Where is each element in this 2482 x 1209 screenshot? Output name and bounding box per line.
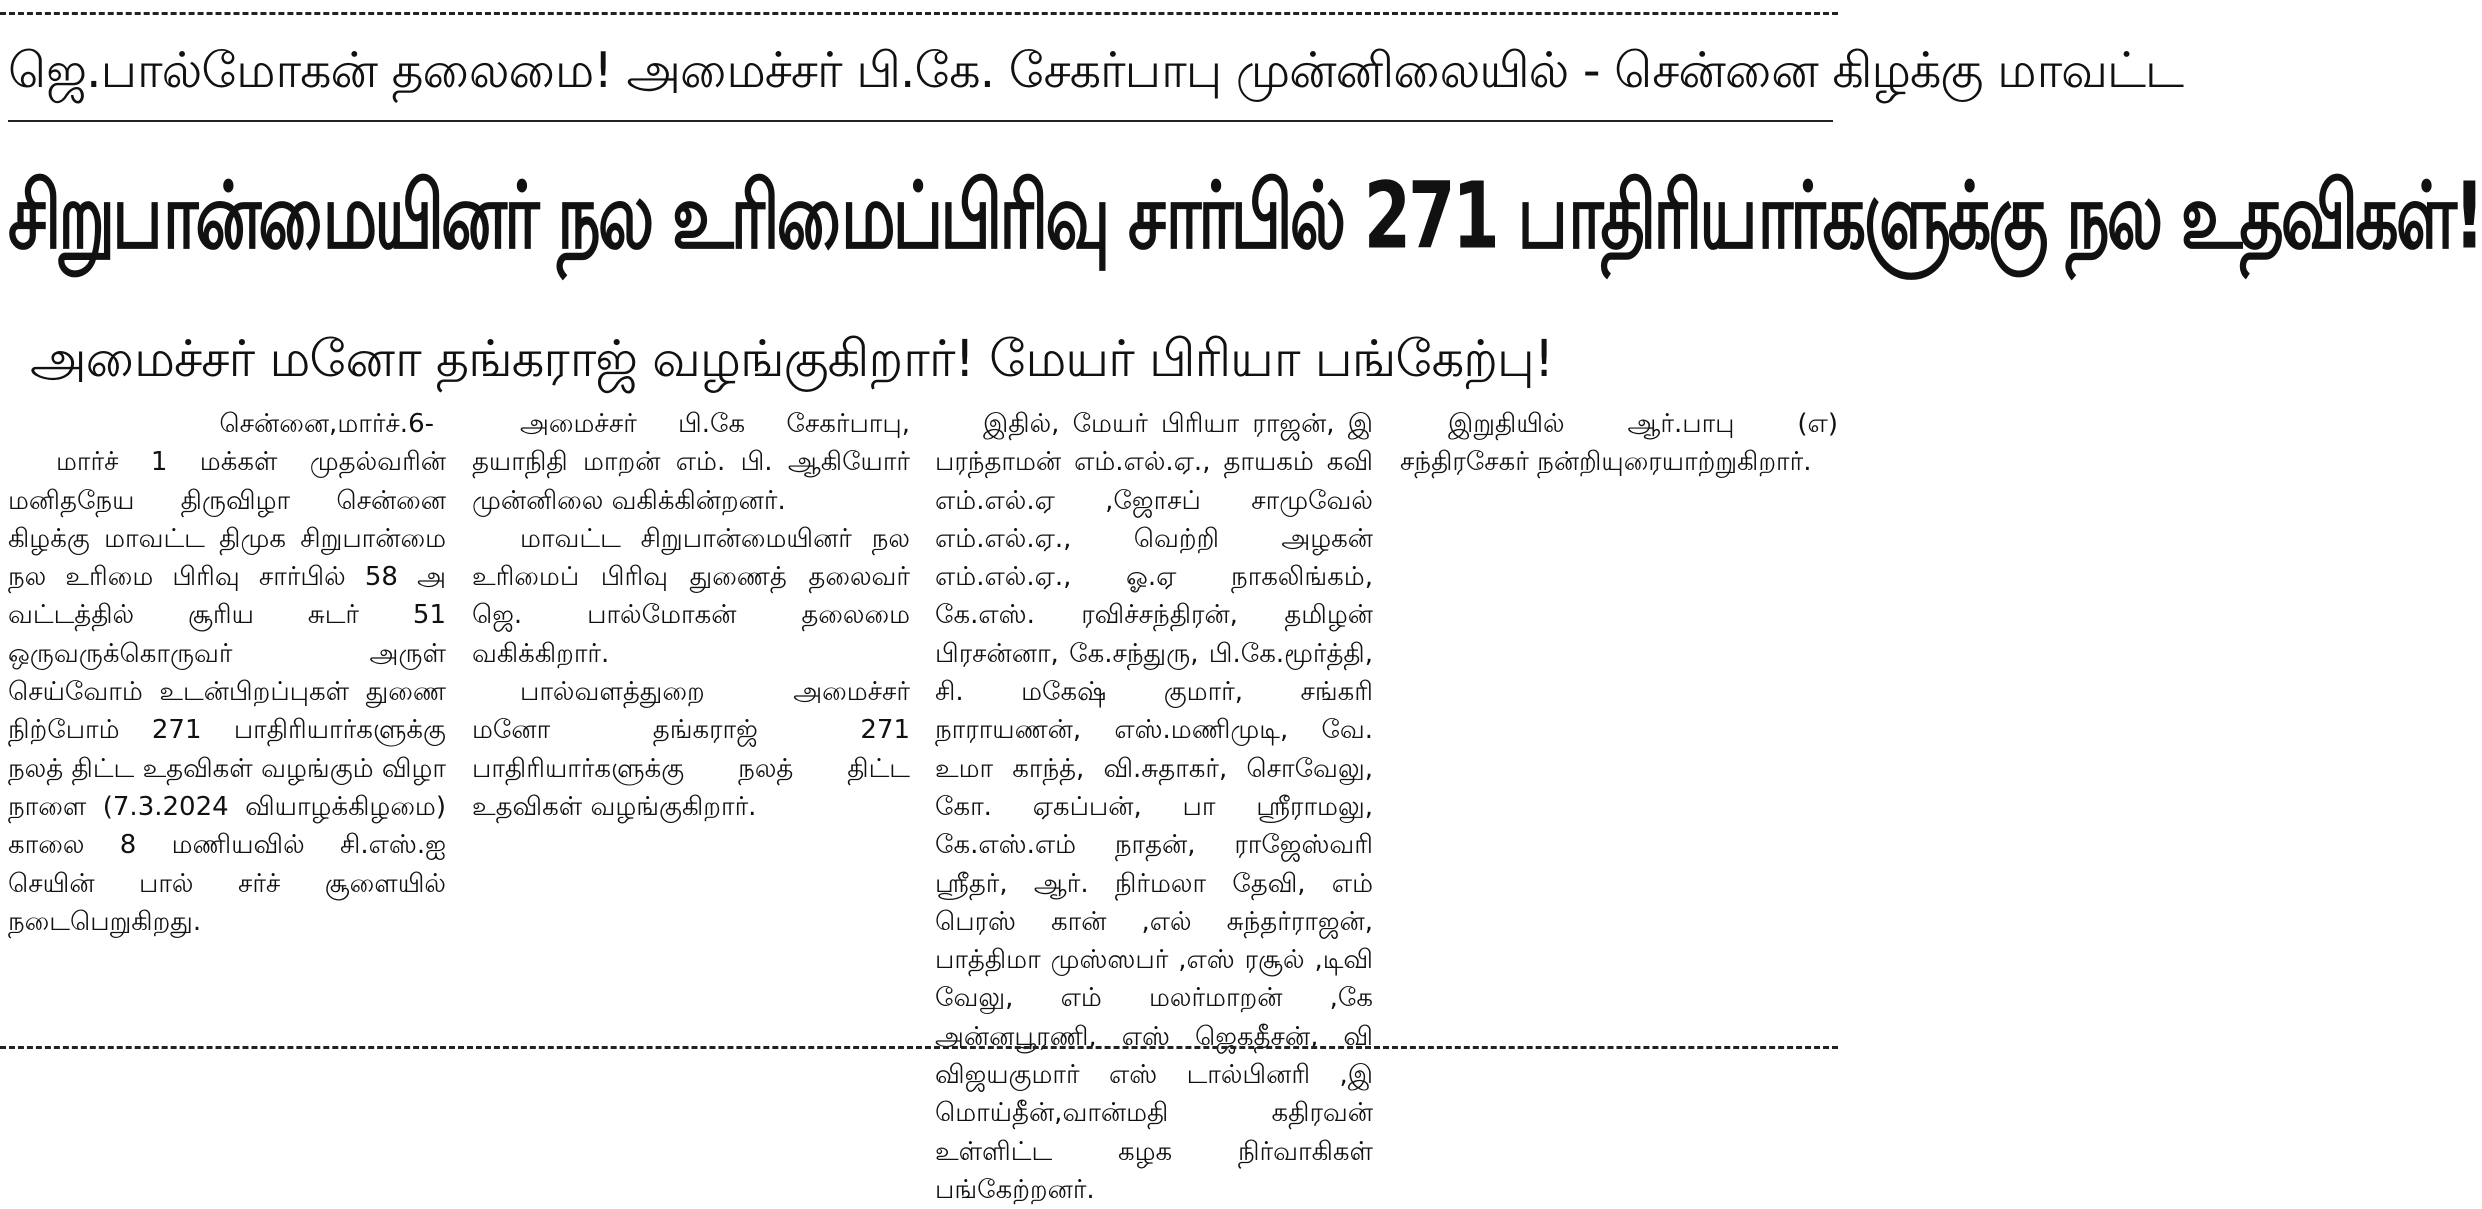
article-column-4 bbox=[1400, 405, 1838, 1035]
paragraph-6: இறுதியில் ஆர்.பாபு (எ) சந்திரசேகர் நன்றியுரையாற்றுகிறார். bbox=[1400, 409, 1838, 478]
paragraph-5: இதில், மேயர் பிரியா ராஜன், இ பரந்தாமன் எம்.எல்.ஏ., தாயகம் கவி எம்.எல்.ஏ ,ஜோசப் சாமுவேல் எம்.எல்.ஏ., வெற்றி அழகன் எம்.எல்.ஏ., ஓ.ஏ நாகலிங்கம், கே.எஸ். ரவிச்சந்திரன், தமிழன் பிரசன்னா, கே.சந்துரு, பி.கே.மூர்த்தி, சி. மகேஷ் குமார், சங்கரி நாராயணன், எஸ்.மணிமுடி, வே. உமா காந்த், வி.சுதாகர், சொவேலு, கோ. ஏகப்பன், பா ஸ்ரீராமலு, கே.எஸ்.எம் நாதன், ராஜேஸ்வரி ஸ்ரீதர், ஆர். நிர்மலா தேவி, எம் பெரஸ் கான் ,எல் சுந்தர்ராஜன், பாத்திமா முஸ்ஸபர் ,எஸ் ரசூல் ,டிவி வேலு, எம் மலர்மாறன் ,கே அன்னபூரணி, எஸ் ஜெகதீசன், வி விஜயகுமார் எஸ் டால்பினரி ,இ மொய்தீன்,வான்மதி கதிரவன் உள்ளிட்ட கழக நிர்வாகிகள் பங்கேற்றனர். bbox=[935, 409, 1373, 1205]
dateline: சென்னை,மார்ச்.6- bbox=[219, 409, 434, 439]
article-kicker: ஜெ.பால்மோகன் தலைமை! அமைச்சர் பி.கே. சேகர்பாபு முன்னிலையில் - சென்னை கிழக்கு மாவட்ட bbox=[8, 42, 2184, 99]
article-headline: சிறுபான்மையினர் நல உரிமைப்பிரிவு சார்பில் 271 பாதிரியார்களுக்கு நல உதவிகள்! bbox=[8, 164, 2482, 271]
paragraph-3: மாவட்ட சிறுபான்மையினர் நல உரிமைப் பிரிவு துணைத் தலைவர் ஜெ. பால்மோகன் தலைமை வகிக்கிறார். bbox=[472, 523, 910, 669]
top-dashed-border bbox=[0, 12, 1838, 15]
article-column-1 bbox=[8, 405, 446, 1035]
paragraph-1: மார்ச் 1 மக்கள் முதல்வரின் மனிதநேய திருவிழா சென்னை கிழக்கு மாவட்ட திமுக சிறுபான்மை நல உரிமை பிரிவு சார்பில் 58 அ வட்டத்தில் சூரிய சுடர் 51 ஒருவருக்கொருவர் அருள் செய்வோம் உடன்பிறப்புகள் துணை நிற்போம் 271 பாதிரியார்களுக்கு நலத் திட்ட உதவிகள் வழங்கும் விழா நாளை (7.3.2024 வியாழக்கிழமை) காலை 8 மணியவில் சி.எஸ்.ஐ செயின் பால் சர்ச் சூளையில் நடைபெறுகிறது. bbox=[8, 447, 446, 937]
article-column-2 bbox=[472, 405, 910, 1035]
paragraph-4: பால்வளத்துறை அமைச்சர் மனோ தங்கராஜ் 271 பாதிரியார்களுக்கு நலத் திட்ட உதவிகள் வழங்குகிறார். bbox=[472, 677, 910, 822]
paragraph-2: அமைச்சர் பி.கே சேகர்பாபு, தயாநிதி மாறன் எம். பி. ஆகியோர் முன்னிலை வகிக்கின்றனர். bbox=[472, 409, 910, 516]
bottom-dashed-border bbox=[0, 1046, 1838, 1049]
article-subheadline: அமைச்சர் மனோ தங்கராஜ் வழங்குகிறார்! மேயர் பிரியா பங்கேற்பு! bbox=[30, 330, 1554, 389]
article-column-3 bbox=[935, 405, 1373, 1205]
